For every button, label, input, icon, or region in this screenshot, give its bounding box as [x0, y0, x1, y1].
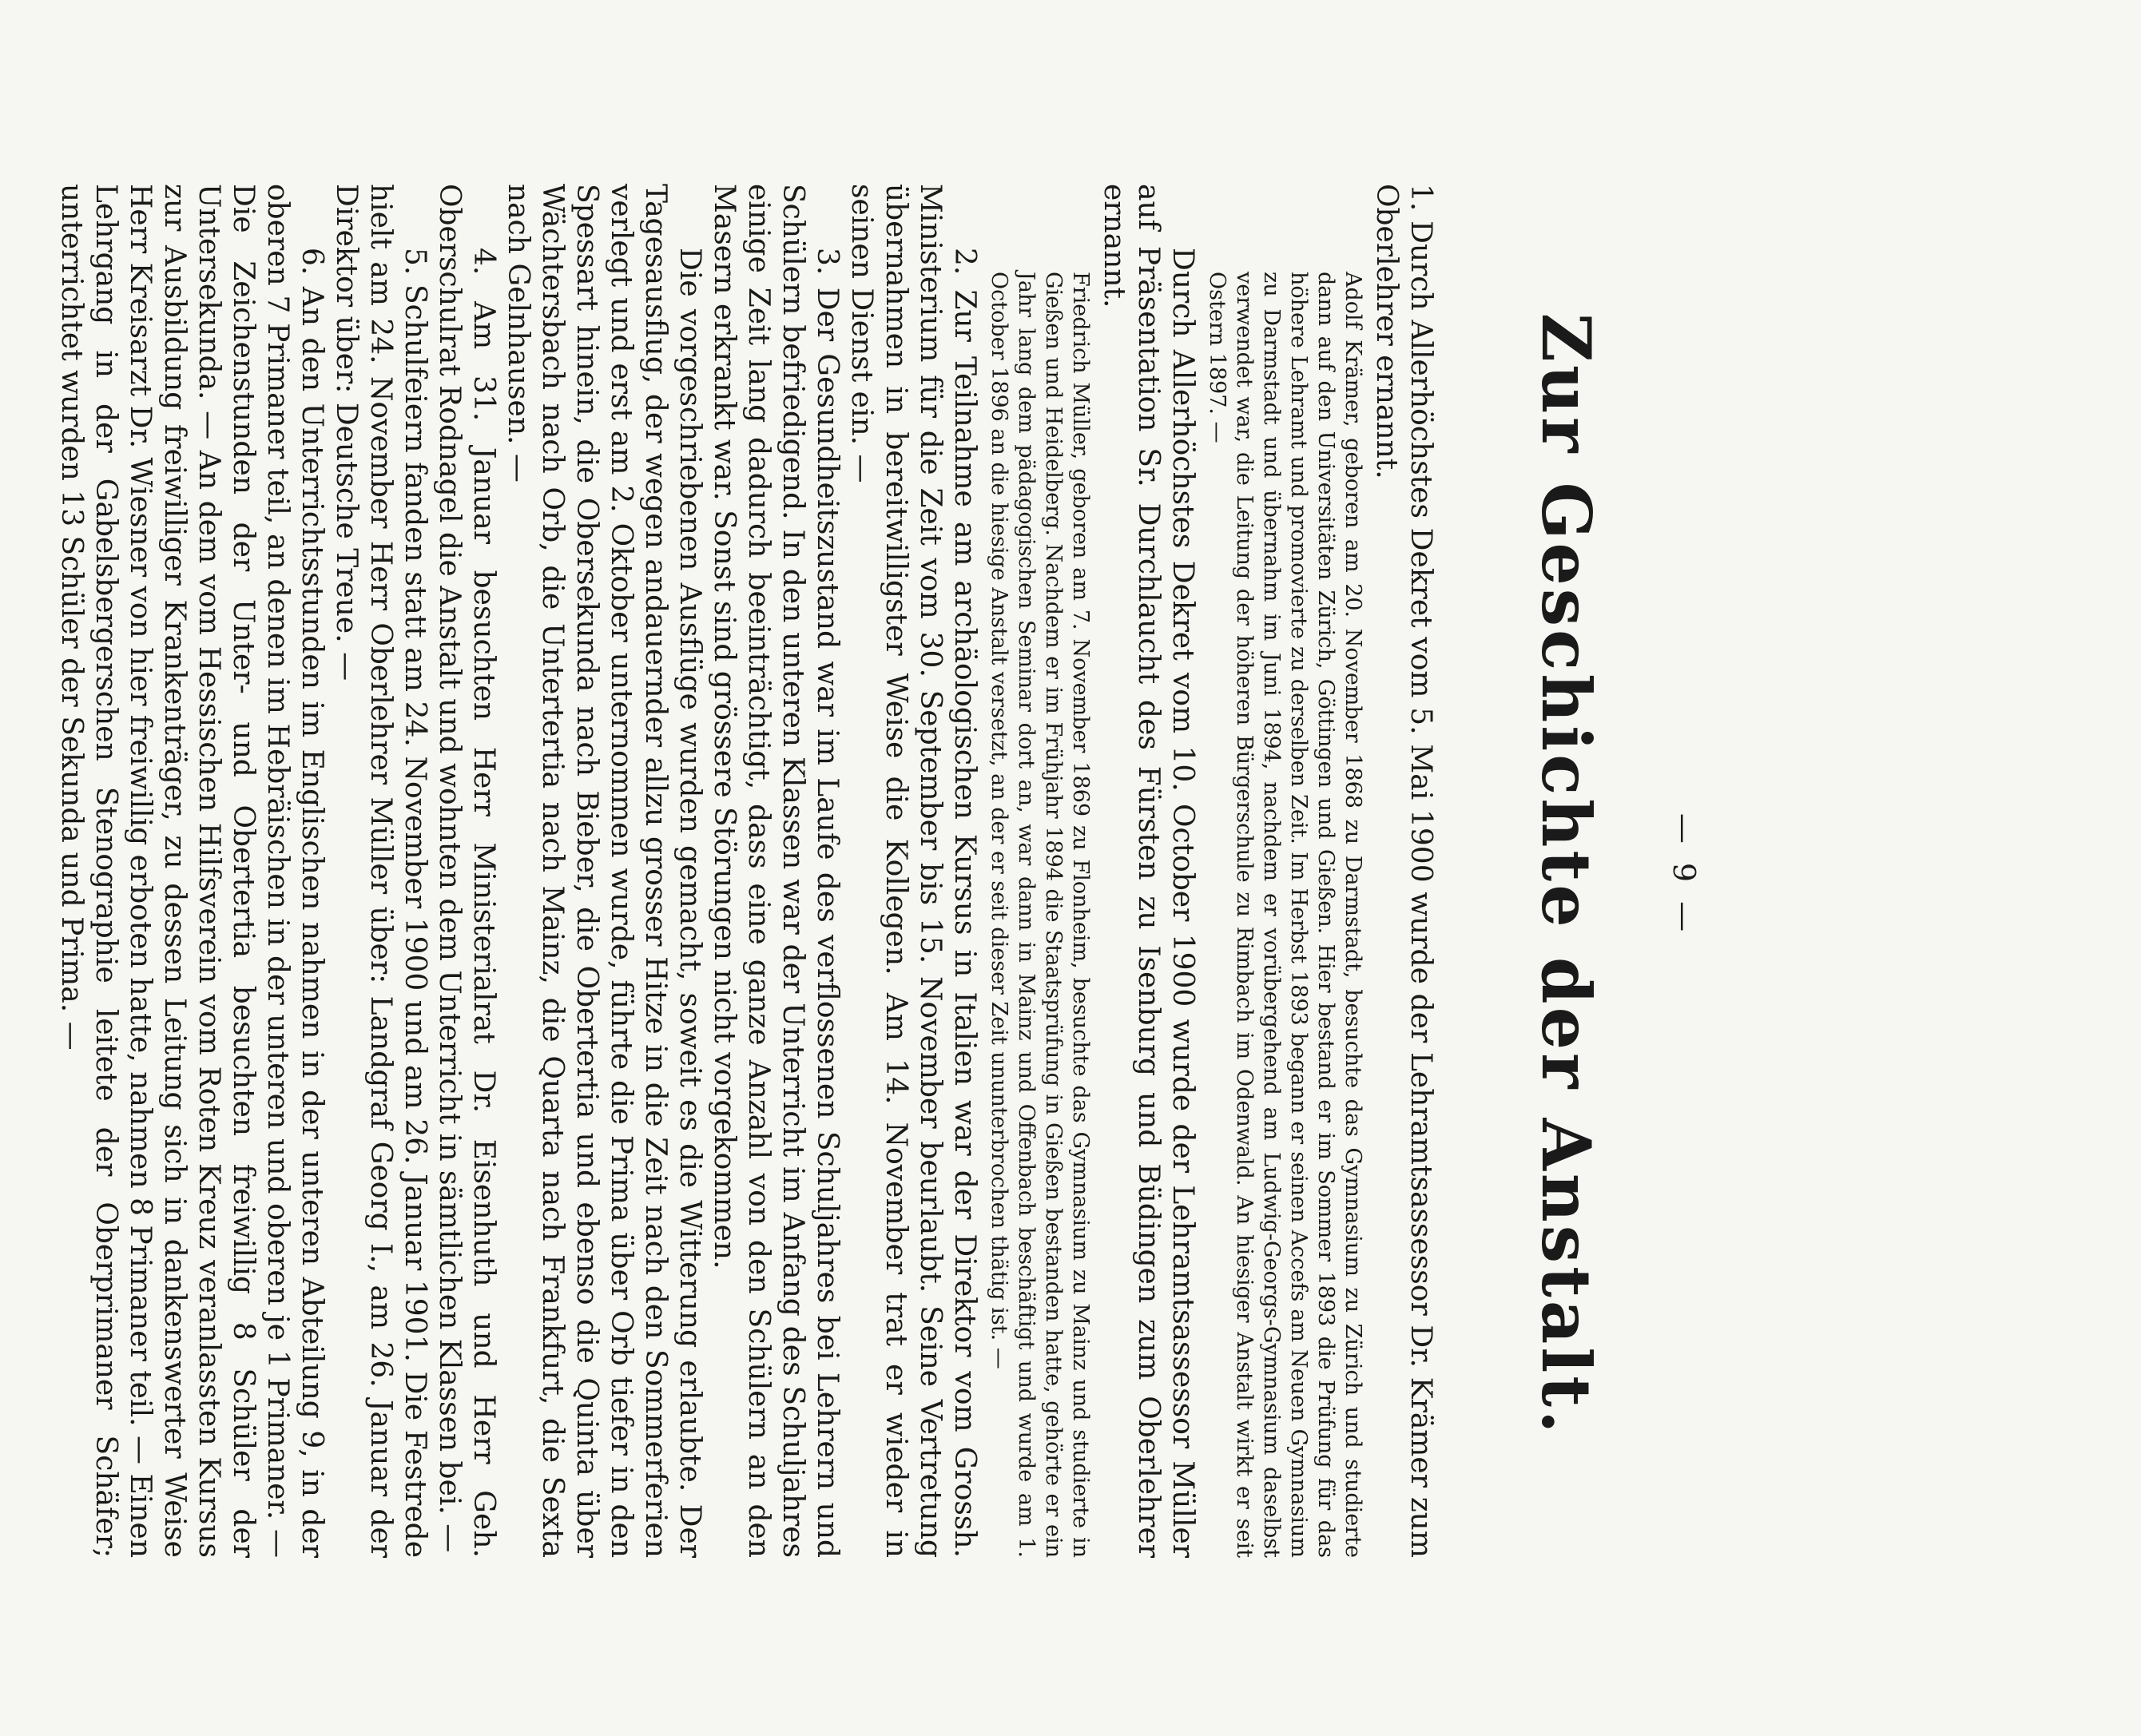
paragraph-5: 5. Schulfeiern fanden statt am 24. November 1900 und am 26. Januar 1901. Die Festrede hielt am 24. November Herr Oberlehrer Müller über: Landgraf Georg I., am 26. Januar der Direktor über: Deutsche Treue. —: [330, 184, 431, 1558]
paragraph-6: 6. An den Unterrichtsstunden im Englischen nahmen in der unteren Abteilung 9, in der oberen 7 Primaner teil, an denen im Hebräischen in der unteren und oberen je 1 Primaner. — Die Zeichenstunden der Unter- und Obertertia besuchten freiwillig 8 Schüler der Untersekunda. — An dem vom Hessischen Hilfsverein vom Roten Kreuz veranlassten Kursus zur Ausbildung freiwilliger Krankenträger, zu dessen Leitung sich in dankenswerter Weise Herr Kreisarzt Dr. Wiesner von hier freiwillig erboten hatte, nahmen 8 Primaner teil. — Einen Lehrgang in der Gabelsbergerschen Stenographie leitete der Oberprimaner Schäfer; unterrichtet wurden 13 Schüler der Sekunda und Prima. —: [55, 184, 328, 1558]
paragraph-2: 2. Zur Teilnahme am archäologischen Kursus in Italien war der Direktor vom Grossh. Ministerium für die Zeit vom 30. September bis 15. November beurlaubt. Seine Vertretung übernahmen in bereitwilligster Weise die Kollegen. Am 14. November trat er wieder in seinen Dienst ein. —: [845, 184, 981, 1558]
page-content: [55, 160, 1702, 1590]
paragraph-1: 1. Durch Allerhöchstes Dekret vom 5. Mai 1900 wurde der Lehramtsassessor Dr. Krämer zum Oberlehrer ernannt.: [1370, 184, 1437, 1558]
page-number: — 9 —: [1666, 812, 1702, 937]
paragraph-3: 3. Der Gesundheitszustand war im Laufe des verflossenen Schuljahres bei Lehrern und Schülern befriedigend. In den unteren Klassen war der Unterricht im Anfang des Schuljahres einige Zeit lang dadurch beeinträchtigt, dass eine ganze Anzahl von den Schülern an den Masern erkrankt war. Sonst sind grössere Störungen nicht vorgekommen.: [708, 184, 844, 1558]
paragraph-4: 4. Am 31. Januar besuchten Herr Ministerialrat Dr. Eisenhuth und Herr Geh. Oberschulrat Rodnagel die Anstalt und wohnten dem Unterricht in sämtlichen Klassen bei. —: [433, 184, 500, 1558]
body-text: [54, 184, 1438, 1558]
biography-kraemer: Adolf Krämer, geboren am 20. November 1868 zu Darmstadt, besuchte das Gymnasium zu Zürich und studierte dann auf den Universitäten Zürich, Göttingen und Gießen. Hier bestand er im Sommer 1893 die Prüfung für das höhere Lehramt und promovierte zu derselben Zeit. Im Herbst 1893 begann er seinen Accefs am Neuen Gymnasium zu Darmstadt und übernahm im Juni 1894, nachdem er vorübergehend am Ludwig-Georgs-Gymnasium daselbst verwendet war, die Leitung der höheren Bürgerschule zu Rimbach im Odenwald. An hiesiger Anstalt wirkt er seit Ostern 1897. —: [1205, 272, 1365, 1558]
paragraph-1b: Durch Allerhöchstes Dekret vom 10. October 1900 wurde der Lehramtsassessor Müller auf Präsentation Sr. Durchlaucht des Fürsten zu Isenburg und Büdingen zum Oberlehrer ernannt.: [1098, 184, 1199, 1558]
page-title: Zur Geschichte der Anstalt.: [1527, 312, 1606, 1437]
paragraph-3b: Die vorgeschriebenen Ausflüge wurden gemacht, soweit es die Witterung erlaubte. Der Tagesausflug, der wegen andauernder allzu grosser Hitze in die Zeit nach den Sommerferien verlegt und erst am 2. Oktober unternommen wurde, führte die Prima über Orb tiefer in den Spessart hinein, die Obersekunda nach Bieber, die Obertertia und ebenso die Quinta über Wächtersbach nach Orb, die Untertertia nach Mainz, die Quarta nach Frankfurt, die Sexta nach Gelnhausen. —: [502, 184, 706, 1558]
biography-mueller: Friedrich Müller, geboren am 7. November 1869 zu Flonheim, besuchte das Gymnasium zu Mainz und studierte in Gießen und Heidelberg. Nachdem er im Frühjahr 1894 die Staatsprüfung in Gießen bestanden hatte, gehörte er ein Jahr lang dem pädagogischen Seminar dort an, war dann in Mainz und Offenbach beschäftigt und wurde am 1. October 1896 an die hiesige Anstalt versetzt, an der er seit dieser Zeit ununterbrochen thätig ist. —: [987, 272, 1093, 1558]
rotated-page: [55, 160, 1702, 1590]
